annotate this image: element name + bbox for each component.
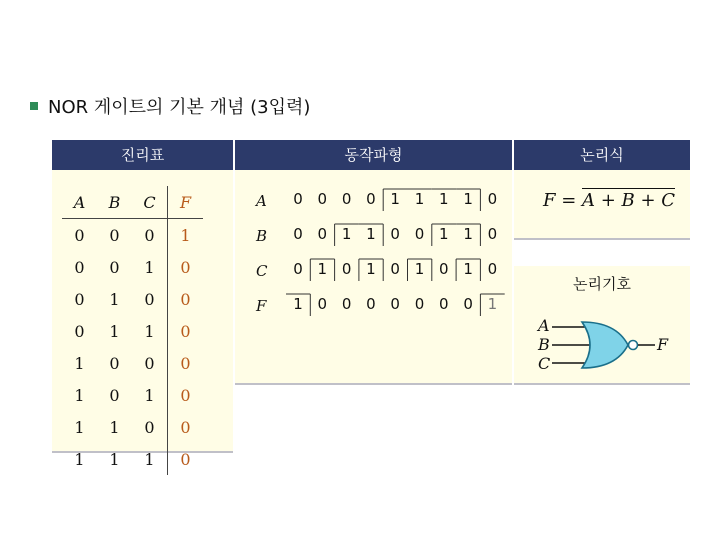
table-cell: 1 <box>144 385 155 405</box>
table-cell: 1 <box>144 257 155 277</box>
waveform-bit: 0 <box>439 295 449 313</box>
waveform-bit: 1 <box>366 225 376 243</box>
output-cell: 0 <box>168 283 204 315</box>
waveform-bit: 1 <box>341 225 352 243</box>
page-title-text: NOR 게이트의 기본 개념 (3입력) <box>48 97 311 118</box>
waveform-bit: 0 <box>487 225 498 243</box>
waveform-bit: 1 <box>293 295 303 313</box>
waveform-bit: 1 <box>439 225 449 243</box>
gate-input-label-a: A <box>538 316 550 335</box>
waveform-bit: 0 <box>487 190 498 208</box>
waveform-bit: 0 <box>341 190 352 208</box>
waveform-bit: 0 <box>414 295 425 313</box>
waveform-bit: 1 <box>439 190 449 208</box>
waveform-bit: 0 <box>390 260 400 278</box>
waveform-bit: 0 <box>414 225 425 243</box>
waveform-bit: 0 <box>439 260 449 278</box>
waveform-bit: 0 <box>317 225 328 243</box>
waveform-label-f: F <box>256 297 267 315</box>
waveform-header: 동작파형 <box>235 140 512 170</box>
waveform-bit: 0 <box>463 295 473 313</box>
table-cell: 0 <box>144 225 155 245</box>
waveform-label-a: A <box>256 192 267 210</box>
table-cell: 1 <box>74 449 85 469</box>
table-cell: 0 <box>144 353 155 373</box>
symbol-header: 논리기호 <box>573 275 631 293</box>
table-cell: 1 <box>144 449 155 469</box>
waveform-bit: 0 <box>366 295 376 313</box>
waveform-bit: 0 <box>366 190 376 208</box>
truth-table-header: 진리표 <box>52 140 233 170</box>
waveform-bit: 0 <box>341 260 352 278</box>
expression-header: 논리식 <box>514 140 690 170</box>
table-cell: 0 <box>109 225 120 245</box>
waveform-bit: 1 <box>414 260 425 278</box>
waveform-label-c: C <box>256 262 268 280</box>
table-cell: 1 <box>74 353 85 373</box>
waveform-bit: 1 <box>317 260 328 278</box>
waveform-bit: 0 <box>293 260 303 278</box>
waveform-bit: 0 <box>341 295 352 313</box>
table-cell: 1 <box>109 449 120 469</box>
waveform-bit: 0 <box>293 225 303 243</box>
table-cell: 1 <box>144 321 155 341</box>
waveform-label-b: B <box>256 227 268 245</box>
table-cell: 1 <box>74 417 85 437</box>
waveform-bit: 0 <box>317 190 328 208</box>
column-header-f: F <box>168 186 204 219</box>
waveform-bit: 1 <box>487 295 498 313</box>
table-cell: 1 <box>109 321 120 341</box>
table-cell: 0 <box>74 257 85 277</box>
table-cell: 1 <box>109 417 120 437</box>
waveform-bit: 1 <box>463 190 473 208</box>
gate-input-label-b: B <box>538 335 550 354</box>
output-cell: 0 <box>168 315 204 347</box>
waveform-bit: 0 <box>317 295 328 313</box>
waveform-bit: 1 <box>463 260 473 278</box>
table-cell: 0 <box>74 289 85 309</box>
output-cell: 0 <box>168 251 204 283</box>
waveform-bit: 0 <box>390 225 400 243</box>
waveform-bit: 0 <box>390 295 400 313</box>
table-cell: 1 <box>74 385 85 405</box>
table-cell: 0 <box>144 289 155 309</box>
table-cell: 0 <box>109 353 120 373</box>
waveform-bit: 0 <box>293 190 303 208</box>
output-cell: 0 <box>168 411 204 443</box>
gate-input-label-c: C <box>538 354 551 373</box>
waveform-bit: 1 <box>463 225 473 243</box>
table-cell: 0 <box>144 417 155 437</box>
table-cell: 0 <box>109 385 120 405</box>
expression-rhs: A + B + C <box>582 190 676 211</box>
column-header-b: B <box>97 186 132 219</box>
output-cell: 0 <box>168 347 204 379</box>
waveform-bit: 1 <box>390 190 400 208</box>
output-cell: 0 <box>168 443 204 475</box>
waveform-bit: 1 <box>414 190 425 208</box>
table-cell: 0 <box>74 225 85 245</box>
output-cell: 1 <box>168 219 204 252</box>
table-cell: 0 <box>74 321 85 341</box>
column-header-c: C <box>132 186 168 219</box>
expression-lhs: F = <box>543 190 577 211</box>
waveform-bit: 1 <box>366 260 376 278</box>
table-cell: 0 <box>109 257 120 277</box>
output-cell: 0 <box>168 379 204 411</box>
gate-output-label-f: F <box>657 335 669 354</box>
waveform-bit: 0 <box>487 260 498 278</box>
table-cell: 1 <box>109 289 120 309</box>
column-header-a: A <box>62 186 97 219</box>
